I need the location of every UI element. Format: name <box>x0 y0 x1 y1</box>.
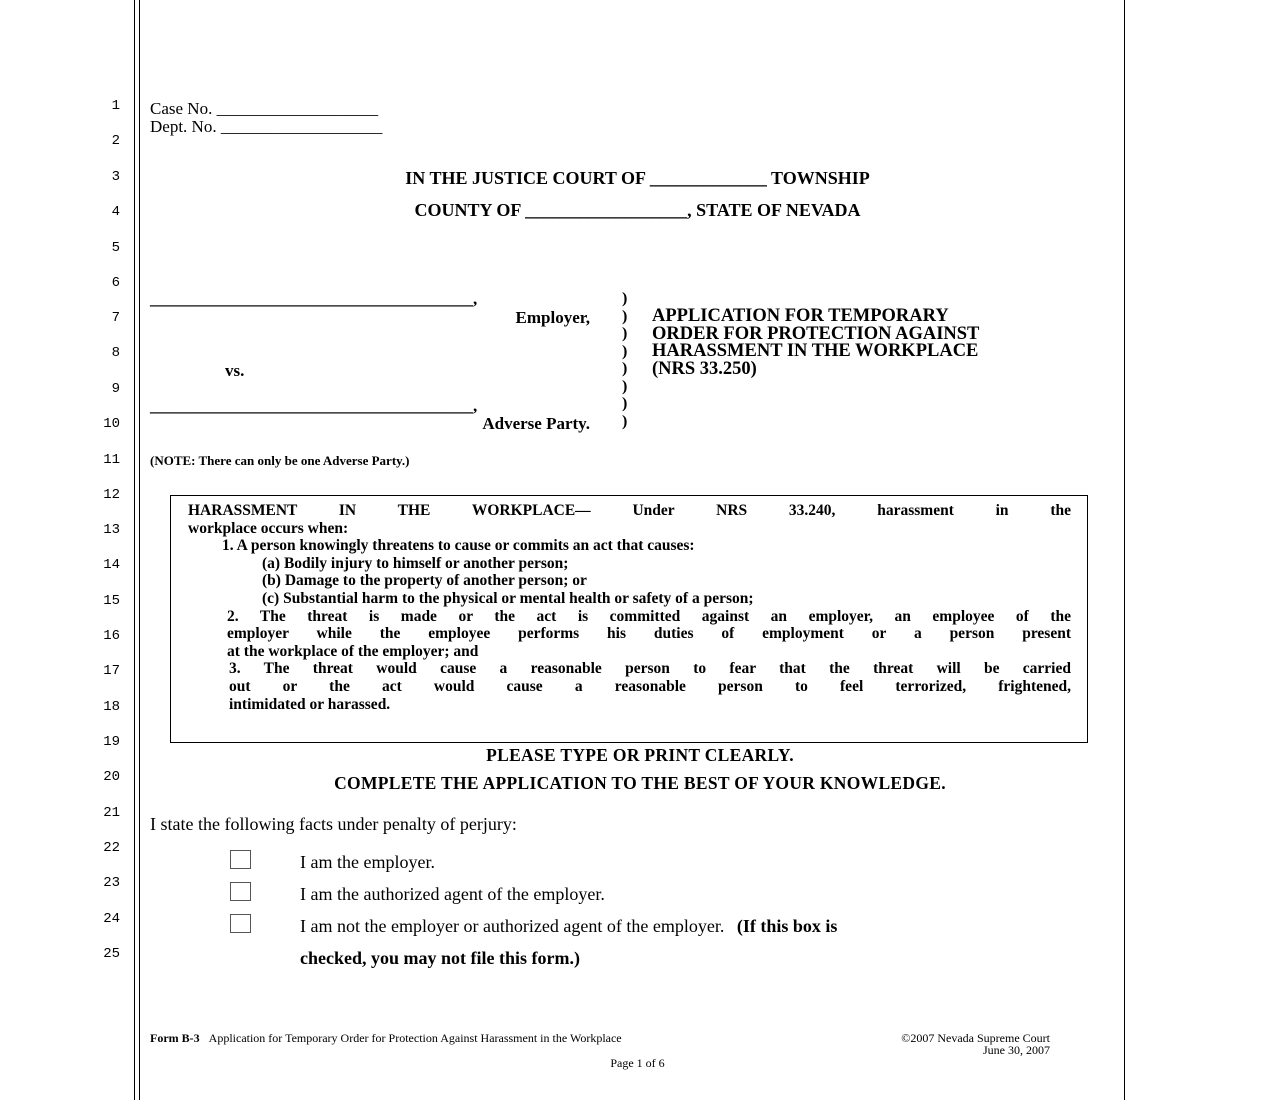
harassment-item-1c: (c) Substantial harm to the physical or mental health or safety of a person; <box>262 590 754 607</box>
not-employer-warning: (If this box is <box>736 916 838 936</box>
employer-label: Employer, <box>515 308 590 327</box>
application-title <box>652 308 1102 378</box>
line-number: 16 <box>103 628 120 644</box>
line-number: 13 <box>103 522 120 538</box>
paren: ) <box>622 342 628 360</box>
perjury-statement: I state the following facts under penalty of perjury: <box>150 814 517 834</box>
line-number: 24 <box>103 911 120 927</box>
paren: ) <box>622 395 628 412</box>
footer-copyright: ©2007 Nevada Supreme Court <box>901 1031 1050 1045</box>
title-line: HARASSMENT IN THE WORKPLACE <box>652 341 979 361</box>
vs-label: vs. <box>225 361 245 380</box>
not-employer-label-text: I am not the employer or authorized agent of the employer. <box>300 916 725 936</box>
harassment-item-3-line2: out or the act would cause a reasonable person to feel terrorized, frightened, <box>229 678 1071 695</box>
line-number: 10 <box>103 416 120 432</box>
line-number: 5 <box>111 240 120 256</box>
line-number: 7 <box>111 310 120 326</box>
harassment-intro-line2: workplace occurs when: <box>188 520 349 537</box>
harassment-item-2-line2: employer while the employee performs his duties of employment or a person present <box>227 625 1071 642</box>
employer-checkbox[interactable] <box>230 850 251 869</box>
harassment-item-1a: (a) Bodily injury to himself or another person; <box>262 555 569 572</box>
case-number: Case No. ___________________ <box>150 99 379 118</box>
instruction-print-clearly: PLEASE TYPE OR PRINT CLEARLY. <box>486 745 794 765</box>
right-margin-rule <box>1124 0 1125 1100</box>
line-number: 21 <box>103 805 120 821</box>
left-margin-rule-outer <box>134 0 135 1100</box>
instruction-complete-application: COMPLETE THE APPLICATION TO THE BEST OF YOUR KNOWLEDGE. <box>334 773 946 793</box>
harassment-item-2-line3: at the workplace of the employer; and <box>227 643 479 660</box>
not-employer-warning-continued: checked, you may not file this form.) <box>300 948 580 968</box>
line-number: 17 <box>103 663 120 679</box>
line-number: 14 <box>103 557 120 573</box>
footer-form-id: Form B-3 <box>150 1031 200 1045</box>
line-number: 25 <box>103 946 120 962</box>
line-number: 11 <box>103 452 120 468</box>
harassment-intro-line1: HARASSMENT IN THE WORKPLACE— Under NRS 33.240, harassment in the <box>188 502 1071 519</box>
title-line: (NRS 33.250) <box>652 358 757 379</box>
harassment-item-3-line3: intimidated or harassed. <box>229 696 391 713</box>
line-number: 15 <box>103 593 120 609</box>
line-number: 1 <box>111 98 120 114</box>
footer-page-number: Page 1 of 6 <box>610 1056 665 1070</box>
not-employer-checkbox[interactable] <box>230 914 251 933</box>
line-number: 20 <box>103 769 120 785</box>
adverse-party-blank: ______________________________________, <box>150 396 478 415</box>
adverse-party-label: Adverse Party. <box>482 414 590 433</box>
footer-form-title: Application for Temporary Order for Protection Against Harassment in the Workplace <box>208 1031 622 1045</box>
line-number: 2 <box>111 133 120 149</box>
paren: ) <box>622 325 628 342</box>
line-number: 9 <box>111 381 120 397</box>
not-employer-option-label <box>300 916 837 937</box>
court-heading-line2: COUNTY OF __________________, STATE OF NEVADA <box>414 200 861 220</box>
paren: ) <box>622 412 628 430</box>
footer-form-line <box>150 1031 622 1046</box>
title-line: ORDER FOR PROTECTION AGAINST <box>652 323 980 344</box>
adverse-party-note: (NOTE: There can only be one Adverse Party.) <box>150 453 410 468</box>
line-number: 23 <box>103 875 120 891</box>
harassment-item-1b: (b) Damage to the property of another person; or <box>262 572 587 589</box>
caption-parentheses <box>622 290 627 430</box>
footer-date: June 30, 2007 <box>983 1043 1050 1057</box>
line-number: 12 <box>103 487 120 503</box>
line-number: 18 <box>103 699 120 715</box>
employer-blank: ______________________________________, <box>150 289 478 308</box>
dept-number: Dept. No. ___________________ <box>150 117 383 136</box>
harassment-item-3-line1: 3. The threat would cause a reasonable person to fear that the threat will be carried <box>229 660 1071 677</box>
employer-option-label: I am the employer. <box>300 852 435 872</box>
paren: ) <box>622 377 628 395</box>
authorized-agent-checkbox[interactable] <box>230 882 251 901</box>
line-number: 8 <box>111 345 120 361</box>
line-number: 19 <box>103 734 120 750</box>
line-number: 4 <box>111 204 120 220</box>
paren: ) <box>622 307 628 325</box>
harassment-item-2-line1: 2. The threat is made or the act is committed against an employer, an employee of the <box>227 608 1071 625</box>
line-number: 6 <box>111 275 120 291</box>
title-line: APPLICATION FOR TEMPORARY <box>652 306 949 326</box>
line-number: 22 <box>103 840 120 856</box>
harassment-item-1: 1. A person knowingly threatens to cause or commits an act that causes: <box>222 537 695 554</box>
paren: ) <box>622 290 628 307</box>
left-margin-rule-inner <box>139 0 140 1100</box>
court-heading-line1: IN THE JUSTICE COURT OF _____________ TOWNSHIP <box>405 168 870 188</box>
paren: ) <box>622 360 628 377</box>
line-number: 3 <box>111 169 120 185</box>
authorized-agent-option-label: I am the authorized agent of the employer. <box>300 884 605 904</box>
